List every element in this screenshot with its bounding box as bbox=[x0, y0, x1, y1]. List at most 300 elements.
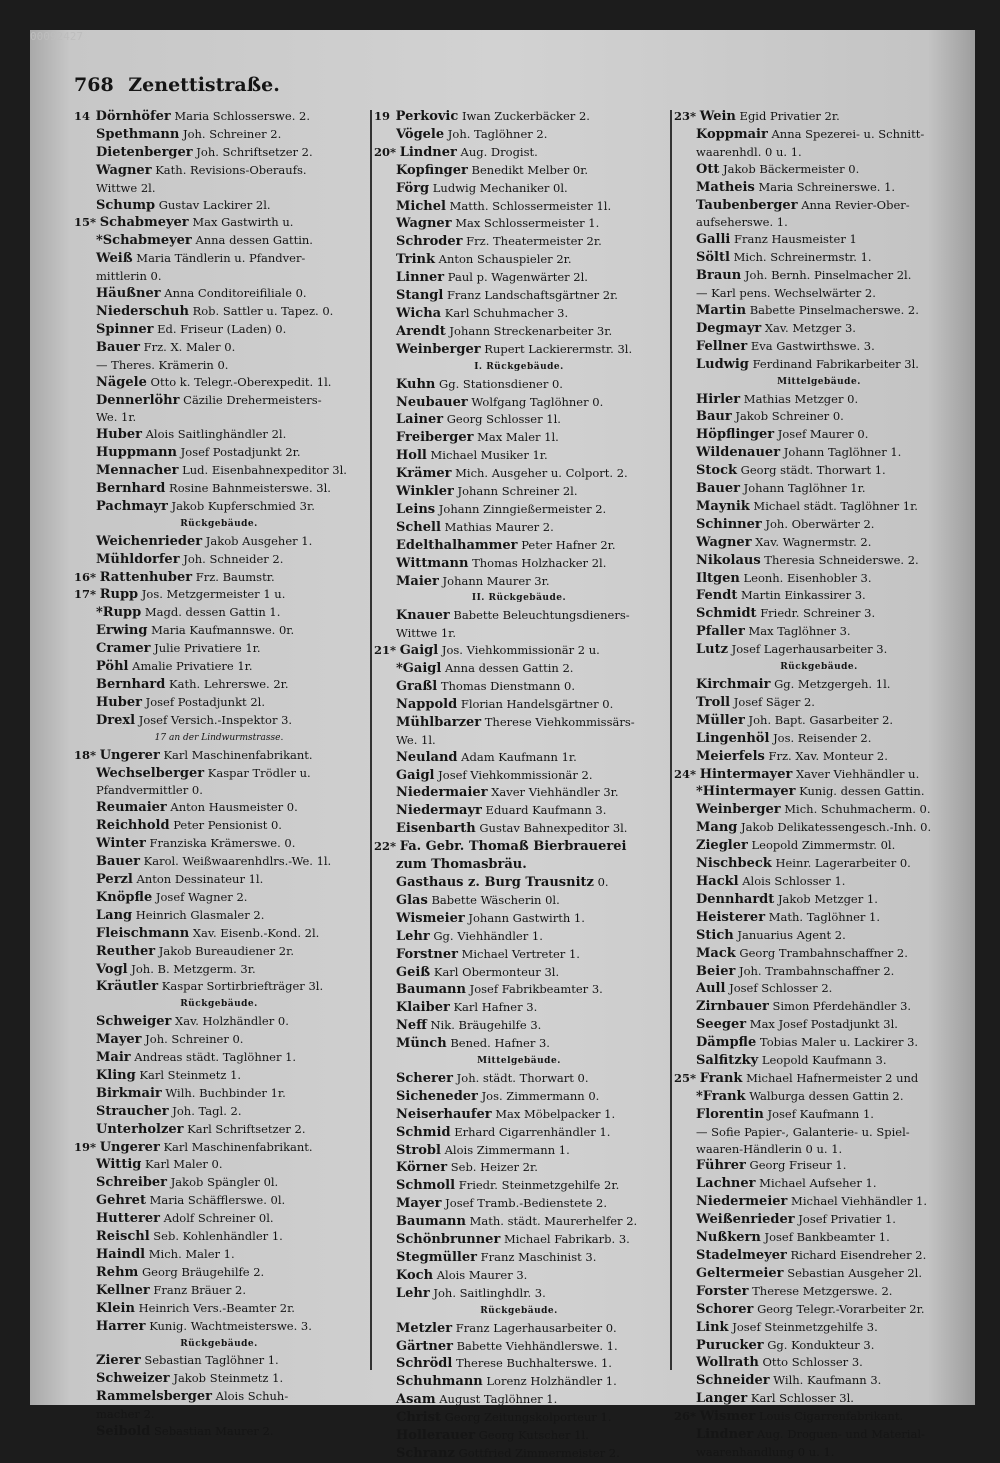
resident-details: Johann Taglöhner 1r. bbox=[743, 481, 866, 496]
resident-details: Gg. Metzgergeh. 1l. bbox=[774, 677, 891, 691]
resident-entry bbox=[674, 480, 964, 498]
resident-name: Mennacher bbox=[96, 463, 179, 479]
resident-entry bbox=[74, 551, 364, 569]
resident-name: Seibold bbox=[96, 1424, 151, 1440]
resident-entry bbox=[674, 179, 964, 197]
resident-details: Kunig. dessen Gattin. bbox=[799, 784, 925, 799]
resident-name: Florentin bbox=[696, 1106, 764, 1122]
resident-name: Nägele bbox=[96, 374, 147, 390]
entry-continuation: We. 1l. bbox=[396, 732, 436, 747]
resident-name: Reischl bbox=[96, 1229, 150, 1245]
resident-name: Eisenbarth bbox=[396, 821, 476, 837]
resident-entry bbox=[74, 392, 364, 410]
resident-details: Karl Steinmetz 1. bbox=[139, 1067, 242, 1082]
resident-details: Joh. Taglöhner 2. bbox=[447, 126, 548, 141]
resident-details: Xav. Holzhändler 0. bbox=[175, 1014, 289, 1029]
resident-details: Max Maler 1l. bbox=[477, 430, 559, 445]
resident-entry bbox=[74, 835, 364, 853]
resident-name: Lingenhöl bbox=[696, 730, 770, 746]
resident-entry bbox=[374, 126, 664, 144]
resident-name: Dörnhöfer bbox=[95, 109, 171, 124]
resident-name: Huber bbox=[96, 427, 142, 443]
resident-name: Weinberger bbox=[396, 341, 481, 357]
resident-details: Alois Saitlinghändler 2l. bbox=[145, 427, 287, 442]
entry-continuation: waaren-Händlerin 0 u. 1. bbox=[696, 1141, 843, 1156]
resident-name: Hintermayer bbox=[699, 766, 793, 782]
resident-details: Xav. Metzger 3. bbox=[764, 320, 856, 335]
resident-details: Johann Streckenarbeiter 3r. bbox=[449, 323, 613, 338]
house-number: 25* bbox=[674, 1070, 697, 1085]
resident-name: Geltermeier bbox=[696, 1265, 784, 1281]
resident-details: Jakob Steinmetz 1. bbox=[173, 1371, 284, 1386]
resident-entry bbox=[74, 444, 364, 462]
resident-entry bbox=[374, 874, 664, 892]
resident-entry bbox=[74, 1423, 364, 1441]
resident-entry bbox=[674, 748, 964, 766]
resident-name: Nappold bbox=[396, 696, 458, 712]
resident-entry bbox=[374, 1445, 664, 1463]
resident-details: Max Taglöhner 3. bbox=[748, 624, 851, 639]
resident-details: Georg Schlosser 1l. bbox=[446, 412, 561, 427]
resident-details: Josef Lagerhausarbeiter 3. bbox=[731, 642, 888, 657]
resident-entry bbox=[74, 1139, 364, 1157]
section-heading: Rückgebäude. bbox=[180, 1338, 258, 1349]
resident-name: Bauer bbox=[696, 481, 740, 497]
resident-details: Georg Bräugehilfe 2. bbox=[141, 1264, 265, 1279]
resident-details: Gustav Bahnexpeditor 3l. bbox=[479, 821, 628, 836]
resident-entry bbox=[374, 1088, 664, 1106]
house-number: 14 bbox=[74, 109, 91, 123]
resident-name: Mair bbox=[96, 1050, 131, 1066]
resident-entry bbox=[74, 374, 364, 392]
resident-details: Otto k. Telegr.-Oberexpedit. 1l. bbox=[150, 374, 332, 389]
resident-entry bbox=[374, 1213, 664, 1231]
resident-entry bbox=[674, 1247, 964, 1265]
resident-name: Heisterer bbox=[696, 909, 766, 925]
resident-name: Seeger bbox=[696, 1017, 747, 1033]
resident-name: Michel bbox=[396, 198, 446, 214]
resident-name: Harrer bbox=[96, 1318, 146, 1334]
resident-details: Anton Schauspieler 2r. bbox=[438, 252, 572, 267]
resident-name: Drexl bbox=[96, 712, 136, 728]
resident-details: Sebastian Taglöhner 1. bbox=[144, 1353, 279, 1368]
resident-details: Heinrich Glasmaler 2. bbox=[135, 907, 265, 922]
address-note: 17 an der Lindwurmstrasse. bbox=[154, 732, 284, 743]
resident-name: Baumann bbox=[396, 982, 466, 998]
resident-name: Spinner bbox=[96, 321, 154, 337]
resident-details: Peter Pensionist 0. bbox=[173, 818, 282, 833]
resident-details: Jakob Delikatessengesch.-Inh. 0. bbox=[741, 820, 932, 835]
resident-details: Joh. B. Metzgerm. 3r. bbox=[131, 961, 256, 976]
resident-name: Stock bbox=[696, 463, 737, 479]
resident-details: Erhard Cigarrenhändler 1. bbox=[454, 1124, 611, 1139]
resident-details: Jakob Bureaudiener 2r. bbox=[158, 943, 294, 958]
resident-name: Bauer bbox=[96, 854, 140, 870]
resident-name: Körner bbox=[396, 1160, 448, 1176]
resident-entry bbox=[374, 820, 664, 838]
resident-name: Stadelmeyer bbox=[696, 1248, 787, 1263]
house-number: 19* bbox=[74, 1139, 97, 1154]
resident-name: Wildenauer bbox=[696, 445, 781, 461]
resident-details: Babette Viehhändlerswe. 1. bbox=[456, 1338, 618, 1353]
resident-name: Rehm bbox=[96, 1264, 139, 1280]
resident-details: Michael Vertreter 1. bbox=[461, 946, 580, 961]
resident-details: Josef Maurer 0. bbox=[777, 427, 869, 442]
resident-details: August Taglöhner 1. bbox=[439, 1392, 558, 1407]
resident-name: Metzler bbox=[396, 1320, 453, 1336]
resident-name: Mayer bbox=[396, 1196, 442, 1212]
resident-entry bbox=[674, 161, 964, 179]
resident-entry bbox=[74, 162, 364, 180]
resident-details: Joh. Schneider 2. bbox=[183, 551, 284, 566]
resident-entry bbox=[674, 676, 964, 694]
resident-entry bbox=[374, 1070, 664, 1088]
resident-name: Glas bbox=[396, 892, 428, 908]
resident-entry bbox=[674, 302, 964, 320]
resident-details: Mathias Maurer 2. bbox=[444, 519, 554, 534]
resident-name: Freiberger bbox=[396, 430, 474, 446]
resident-name: Galli bbox=[696, 232, 731, 248]
resident-name: Niedermaier bbox=[396, 785, 488, 801]
resident-name: Schell bbox=[396, 519, 441, 535]
resident-details: Franz Bräuer 2. bbox=[153, 1282, 246, 1297]
resident-name: Nischbeck bbox=[696, 856, 772, 872]
resident-entry bbox=[74, 853, 364, 871]
resident-entry bbox=[674, 927, 964, 945]
resident-entry bbox=[674, 712, 964, 730]
resident-details: Georg Telegr.-Vorarbeiter 2r. bbox=[757, 1301, 925, 1316]
resident-entry bbox=[374, 144, 664, 162]
resident-details: Karl Hafner 3. bbox=[453, 1000, 538, 1015]
resident-name: Krämer bbox=[396, 466, 452, 482]
running-head: Zenettistraße. bbox=[128, 74, 280, 96]
resident-name: Reuther bbox=[96, 943, 156, 959]
resident-name: Fendt bbox=[696, 588, 738, 604]
page-number: 768 bbox=[74, 74, 114, 96]
entry-continuation: We. 1r. bbox=[96, 410, 137, 425]
resident-entry bbox=[74, 1210, 364, 1228]
resident-entry bbox=[374, 999, 664, 1017]
resident-details: Richard Eisendreher 2. bbox=[790, 1248, 927, 1262]
resident-name: Trink bbox=[396, 252, 435, 268]
resident-name: Gasthaus z. Burg Trausnitz bbox=[396, 874, 594, 890]
resident-entry bbox=[374, 1391, 664, 1409]
resident-name: Zierer bbox=[96, 1353, 141, 1369]
resident-details: Mich. Schreinermstr. 1. bbox=[733, 250, 872, 265]
resident-name: Haindl bbox=[96, 1247, 146, 1262]
resident-details: Alois Schlosser 1. bbox=[742, 873, 846, 888]
resident-details: Karl Schuhmacher 3. bbox=[444, 305, 569, 320]
resident-name: Degmayr bbox=[696, 320, 762, 336]
resident-name: Knauer bbox=[396, 608, 450, 624]
resident-details: Heinrich Vers.-Beamter 2r. bbox=[138, 1300, 295, 1315]
resident-name: Rattenhuber bbox=[99, 569, 193, 585]
resident-name: Wagner bbox=[396, 216, 452, 232]
resident-entry bbox=[674, 963, 964, 981]
resident-details: Georg Trambahnschaffner 2. bbox=[739, 945, 908, 960]
resident-entry bbox=[674, 1052, 964, 1070]
resident-entry bbox=[674, 873, 964, 891]
resident-name: Reichhold bbox=[96, 818, 170, 834]
resident-name: Klaiber bbox=[396, 1000, 450, 1016]
resident-entry bbox=[374, 1285, 664, 1303]
resident-name: Ziegler bbox=[696, 838, 748, 854]
resident-details: Jakob Metzger 1. bbox=[777, 891, 878, 906]
resident-name: Hackl bbox=[696, 873, 739, 889]
resident-details: Leonh. Eisenhobler 3. bbox=[743, 570, 872, 585]
resident-entry bbox=[74, 925, 364, 943]
resident-details: Johann Zinngießermeister 2. bbox=[438, 501, 607, 516]
resident-name: Lehr bbox=[396, 928, 430, 944]
resident-details: Wilh. Buchbinder 1r. bbox=[165, 1085, 286, 1100]
resident-details: Xaver Viehhändler u. bbox=[796, 766, 920, 781]
resident-name: Wechselberger bbox=[96, 765, 205, 781]
resident-details: Franz Hausmeister 1 bbox=[734, 232, 857, 247]
resident-entry bbox=[674, 837, 964, 855]
resident-entry bbox=[374, 1035, 664, 1053]
resident-entry bbox=[74, 1246, 364, 1264]
resident-name: Aull bbox=[696, 981, 726, 997]
resident-name: Schreiber bbox=[96, 1175, 168, 1191]
resident-name: Linner bbox=[396, 270, 445, 286]
resident-entry bbox=[674, 285, 964, 302]
resident-name: Kling bbox=[96, 1067, 136, 1083]
resident-details: — Karl pens. Wechselwärter 2. bbox=[696, 286, 876, 301]
resident-details: Januarius Agent 2. bbox=[737, 927, 846, 942]
resident-entry bbox=[374, 501, 664, 519]
resident-entry bbox=[674, 1193, 964, 1211]
resident-details: Ferdinand Fabrikarbeiter 3l. bbox=[752, 356, 919, 371]
resident-name: Troll bbox=[696, 694, 731, 710]
resident-details: Babette Pinselmacherswe. 2. bbox=[749, 302, 919, 317]
section-heading: Mittelgebäude. bbox=[777, 376, 861, 387]
resident-details: Anton Dessinateur 1l. bbox=[136, 871, 264, 886]
resident-details: Jos. Reisender 2. bbox=[773, 730, 872, 745]
resident-name: Maier bbox=[396, 573, 439, 589]
resident-entry bbox=[374, 1355, 664, 1373]
resident-entry bbox=[674, 641, 964, 659]
resident-name: Mang bbox=[696, 820, 738, 836]
resident-details: 0. bbox=[597, 874, 609, 889]
resident-details: Math. städt. Maurerhelfer 2. bbox=[469, 1214, 638, 1229]
resident-details: Franziska Krämerswe. 0. bbox=[149, 836, 296, 851]
resident-details: Jos. Metzgermeister 1 u. bbox=[141, 587, 286, 602]
resident-entry bbox=[674, 694, 964, 712]
resident-details: Michael Musiker 1r. bbox=[430, 448, 548, 463]
resident-name: Graßl bbox=[396, 679, 438, 694]
house-number: 23* bbox=[674, 109, 697, 123]
resident-details: Michael Aufseher 1. bbox=[759, 1176, 877, 1191]
resident-details: Walburga dessen Gattin 2. bbox=[749, 1088, 904, 1103]
resident-entry bbox=[674, 1408, 964, 1426]
resident-details: Thomas Holzhacker 2l. bbox=[472, 555, 607, 570]
resident-entry bbox=[374, 784, 664, 802]
resident-name: Arendt bbox=[396, 323, 446, 339]
resident-entry bbox=[674, 356, 964, 374]
resident-details: Anton Hausmeister 0. bbox=[170, 800, 298, 815]
resident-entry bbox=[674, 587, 964, 605]
resident-details: Friedr. Schreiner 3. bbox=[760, 606, 876, 621]
resident-entry bbox=[74, 126, 364, 144]
resident-details: Therese Viehkommissärs- bbox=[484, 714, 635, 729]
resident-details: Jakob Ausgeher 1. bbox=[205, 533, 313, 548]
resident-name: Bernhard bbox=[96, 677, 166, 692]
resident-entry bbox=[674, 1088, 964, 1106]
resident-name: Meierfels bbox=[696, 748, 765, 764]
resident-details: Karl Maschinenfabrikant. bbox=[163, 1139, 313, 1154]
resident-entry bbox=[74, 1103, 364, 1121]
resident-entry bbox=[674, 1301, 964, 1319]
resident-name: Knöpfle bbox=[96, 889, 153, 905]
resident-name: Pachmayr bbox=[96, 498, 168, 514]
resident-name: Perzl bbox=[96, 871, 133, 887]
resident-entry bbox=[374, 714, 664, 732]
resident-details: Seb. Heizer 2r. bbox=[450, 1160, 538, 1175]
resident-entry bbox=[374, 180, 664, 198]
resident-name: Strobl bbox=[396, 1142, 441, 1158]
resident-name: Purucker bbox=[696, 1337, 764, 1353]
resident-details: Josef Schlosser 2. bbox=[729, 981, 833, 996]
resident-entry bbox=[374, 642, 664, 660]
resident-entry bbox=[674, 126, 964, 144]
resident-name: Höpflinger bbox=[696, 427, 775, 443]
resident-name: *Schabmeyer bbox=[96, 233, 192, 249]
resident-name: Dietenberger bbox=[96, 144, 193, 160]
resident-entry bbox=[674, 1354, 964, 1372]
resident-name: Kuhn bbox=[396, 376, 436, 392]
resident-name: Führer bbox=[696, 1158, 746, 1174]
resident-entry bbox=[74, 712, 364, 730]
resident-name: Gaigl bbox=[396, 767, 435, 783]
resident-name: Winkler bbox=[396, 484, 454, 500]
resident-entry bbox=[674, 570, 964, 588]
resident-entry bbox=[374, 696, 664, 714]
resident-name: Koppmair bbox=[696, 126, 768, 142]
resident-name: Pfaller bbox=[696, 624, 745, 640]
resident-name: Schmid bbox=[396, 1124, 451, 1140]
resident-name: Huber bbox=[96, 694, 142, 710]
resident-name: Schranz bbox=[396, 1445, 455, 1461]
resident-entry bbox=[74, 694, 364, 712]
resident-name: Wein bbox=[699, 109, 736, 124]
resident-entry bbox=[674, 605, 964, 623]
resident-details: Joh. Schreiner 2. bbox=[182, 126, 282, 141]
resident-entry bbox=[374, 892, 664, 910]
resident-details: Josef Tramb.-Bedienstete 2. bbox=[445, 1196, 608, 1211]
resident-entry bbox=[74, 871, 364, 889]
resident-details: Rosine Bahnmeisterswe. 3l. bbox=[169, 481, 331, 496]
resident-entry bbox=[374, 162, 664, 180]
resident-entry bbox=[374, 1249, 664, 1267]
resident-entry bbox=[674, 891, 964, 909]
resident-name: Kirchmair bbox=[696, 677, 771, 692]
resident-entry bbox=[674, 391, 964, 409]
resident-entry bbox=[74, 426, 364, 444]
resident-name: Baumann bbox=[396, 1214, 466, 1230]
resident-name: Schabmeyer bbox=[99, 215, 189, 231]
resident-entry bbox=[374, 1320, 664, 1338]
resident-name: Hirler bbox=[696, 391, 741, 407]
resident-details: Kath. Revisions-Oberaufs. bbox=[155, 162, 307, 177]
resident-name: Niedermayr bbox=[396, 803, 482, 819]
resident-entry bbox=[674, 231, 964, 249]
resident-details: Magd. dessen Gattin 1. bbox=[144, 605, 281, 620]
resident-name: Müller bbox=[696, 712, 745, 728]
resident-details: Joh. Trambahnschaffner 2. bbox=[738, 963, 895, 978]
resident-details: Karol. Weißwaarenhdlrs.-We. 1l. bbox=[143, 854, 332, 869]
column-rule bbox=[670, 110, 672, 1370]
resident-entry bbox=[674, 1070, 964, 1088]
resident-details: Xaver Viehhändler 3r. bbox=[491, 785, 619, 800]
resident-details: Max Schlossermeister 1. bbox=[455, 216, 600, 231]
resident-name: Nikolaus bbox=[696, 552, 761, 568]
resident-entry bbox=[674, 1337, 964, 1355]
resident-entry bbox=[374, 607, 664, 625]
resident-name: Taubenberger bbox=[696, 197, 798, 213]
resident-name: Forster bbox=[696, 1283, 749, 1299]
resident-name: Wagner bbox=[96, 162, 152, 178]
resident-name: Kopfinger bbox=[396, 162, 468, 178]
section-heading: Rückgebäude. bbox=[780, 662, 858, 673]
resident-name: Lachner bbox=[696, 1176, 756, 1192]
resident-entry bbox=[674, 945, 964, 963]
resident-details: Michael städt. Taglöhner 1r. bbox=[753, 498, 918, 513]
resident-details: Georg städt. Thorwart 1. bbox=[740, 463, 886, 478]
resident-details: Frz. Baumstr. bbox=[195, 569, 275, 584]
resident-entry bbox=[374, 287, 664, 305]
entry-continuation: waarenhdl. 0 u. 1. bbox=[696, 144, 802, 159]
resident-name: Schönbrunner bbox=[396, 1232, 501, 1248]
resident-details: Alois Maurer 3. bbox=[436, 1267, 528, 1282]
resident-details: Bened. Hafner 3. bbox=[450, 1036, 550, 1051]
resident-details: Max Josef Postadjunkt 3l. bbox=[749, 1017, 898, 1032]
house-number: 15* bbox=[74, 215, 97, 230]
resident-name: Lehr bbox=[396, 1285, 430, 1301]
resident-name: Fleischmann bbox=[96, 925, 190, 941]
resident-name: Wittmann bbox=[396, 555, 469, 571]
resident-details: Joh. Tagl. 2. bbox=[172, 1103, 242, 1118]
resident-details: Gustav Lackirer 2l. bbox=[158, 197, 271, 212]
resident-entry bbox=[74, 480, 364, 498]
resident-details: Sebastian Maurer 2. bbox=[154, 1424, 274, 1439]
resident-name: Rammelsberger bbox=[96, 1389, 212, 1405]
resident-name: Schroder bbox=[396, 234, 463, 250]
resident-details: Tobias Maler u. Lackirer 3. bbox=[759, 1035, 919, 1050]
resident-name: Neubauer bbox=[396, 394, 468, 410]
resident-details: Michael Hafnermeister 2 und bbox=[746, 1070, 919, 1085]
resident-details: Aug. Droguen- und Material- bbox=[756, 1427, 925, 1442]
resident-entry bbox=[674, 1106, 964, 1124]
resident-entry bbox=[374, 1017, 664, 1035]
resident-name: Schrödl bbox=[396, 1356, 453, 1372]
document-id: 00092427 bbox=[30, 30, 83, 43]
resident-details: Thomas Dienstmann 0. bbox=[440, 679, 576, 693]
resident-details: Josef Postadjunkt 2l. bbox=[145, 694, 265, 709]
house-number: 20* bbox=[374, 144, 397, 159]
resident-entry bbox=[374, 483, 664, 501]
resident-details: Anna Revier-Ober- bbox=[801, 197, 910, 212]
resident-name: Wagner bbox=[696, 534, 752, 550]
resident-entry bbox=[74, 1067, 364, 1085]
resident-name: Mühlbarzer bbox=[396, 714, 482, 730]
resident-entry bbox=[374, 1177, 664, 1195]
entry-continuation: waarenhandlung 0 u. 1. bbox=[696, 1444, 835, 1459]
resident-details: Josef Postadjunkt 2r. bbox=[180, 445, 301, 460]
resident-name: Zirnbauer bbox=[696, 999, 769, 1015]
resident-entry bbox=[674, 801, 964, 819]
column-rule bbox=[370, 110, 372, 1370]
resident-name: Vogl bbox=[96, 961, 128, 977]
